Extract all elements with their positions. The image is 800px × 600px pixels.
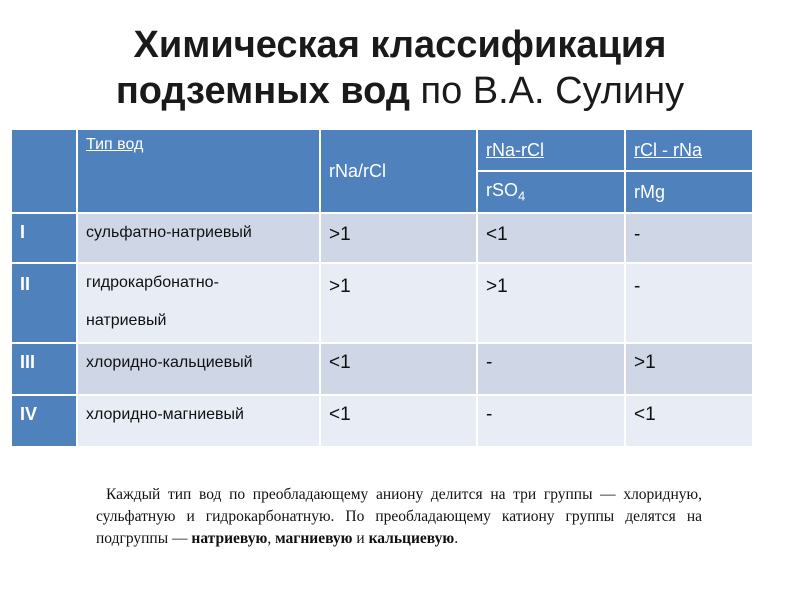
row-value-2: -	[477, 343, 625, 395]
row-value-3: >1	[625, 343, 753, 395]
header-rna-rcl: rNa-rCl	[477, 129, 625, 171]
row-value-3: <1	[625, 395, 753, 447]
header-row-1	[11, 129, 753, 171]
header-corner-cell	[11, 129, 77, 213]
table-row	[11, 343, 753, 395]
table-row	[11, 213, 753, 263]
row-number: III	[11, 343, 77, 395]
header-ratio-na-cl: rNa/rCl	[320, 129, 477, 213]
row-type: сульфатно-натриевый	[77, 213, 320, 263]
row-value-3: -	[625, 263, 753, 343]
title-line-2: подземных вод по В.А. Сулину	[115, 70, 685, 112]
row-number: IV	[11, 395, 77, 447]
row-value-1: >1	[320, 213, 477, 263]
row-type: хлоридно-кальциевый	[77, 343, 320, 395]
slide-title	[0, 22, 800, 114]
classification-table	[10, 128, 754, 448]
row-number: II	[11, 263, 77, 343]
row-type: хлоридно-магниевый	[77, 395, 320, 447]
row-value-2: <1	[477, 213, 625, 263]
header-type: Тип вод	[77, 129, 320, 213]
row-type: гидрокарбонатно- натриевый	[77, 263, 320, 343]
row-value-1: <1	[320, 395, 477, 447]
row-value-2: >1	[477, 263, 625, 343]
header-rso4: rSO$_4$	[477, 171, 625, 213]
table-row	[11, 263, 753, 343]
row-value-3: -	[625, 213, 753, 263]
row-value-2: -	[477, 395, 625, 447]
row-value-1: <1	[320, 343, 477, 395]
header-rcl-rna: rCl - rNa	[625, 129, 753, 171]
header-rmg: rMg	[625, 171, 753, 213]
title-line-1: Химическая классификация	[133, 24, 667, 66]
row-value-1: >1	[320, 263, 477, 343]
classification-note: Каждый тип вод по преобладающему аниону делится на три группы — хлоридную, сульфатную и гидрокарбонатную. По преобладающему катиону группы делятся на подгруппы — натриевую, магниевую и кальциевую.	[96, 486, 702, 547]
table-row	[11, 395, 753, 447]
row-number: I	[11, 213, 77, 263]
